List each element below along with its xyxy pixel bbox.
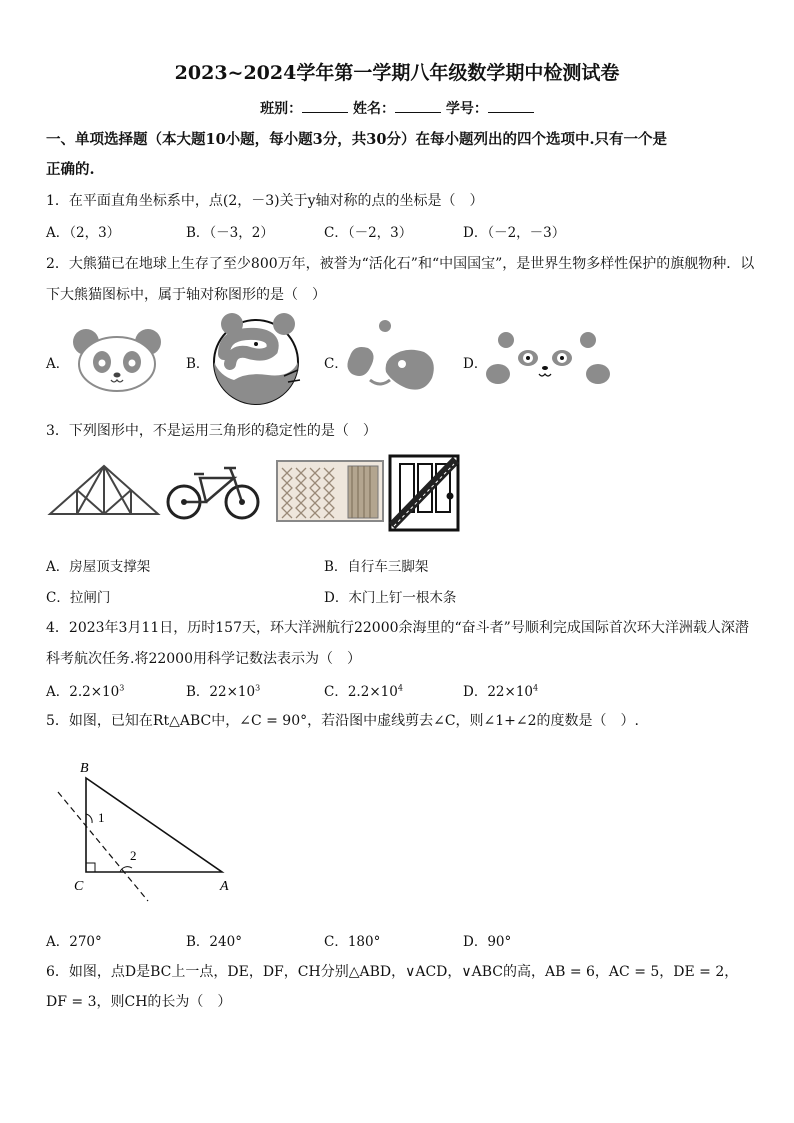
q2-text-cont: 下大熊猫图标中，属于轴对称图形的是（ ） [46, 287, 326, 303]
q1-option-d[interactable]: D．（－2，－3） [463, 225, 566, 241]
name-label: 姓名： [353, 101, 395, 117]
q5-text: 5．如图，已知在Rt△ABC中，∠C = 90°，若沿图中虚线剪去∠C，则∠1+∠2的度数是（ ）. [46, 713, 639, 729]
cut-line [58, 792, 148, 901]
class-blank[interactable] [302, 100, 348, 113]
q4-option-c[interactable] [324, 680, 403, 700]
q4-text: 4．2023年3月11日，历时157天，环大洋洲航行22000余海里的“奋斗者”号顺利完成国际首次环大洋洲载人深潜 [46, 620, 749, 636]
q4-option-a[interactable] [46, 680, 124, 700]
q5-option-b[interactable]: B．240° [186, 934, 242, 950]
label-b: B [80, 761, 89, 776]
panda-d-icon [484, 330, 614, 390]
q4-option-d[interactable] [463, 680, 538, 700]
q6-text-cont: DF = 3，则CH的长为（ ） [46, 994, 232, 1010]
q4-option-b-base: 22×10 [209, 684, 256, 700]
q3-option-b[interactable]: B．自行车三脚架 [324, 559, 429, 575]
id-label: 学号： [445, 101, 488, 117]
q1-option-b[interactable]: B．（－3，2） [186, 225, 274, 241]
panda-a-icon [72, 322, 162, 392]
angle-2-arc [120, 867, 132, 872]
q3-text: 3．下列图形中，不是运用三角形的稳定性的是（ ） [46, 423, 377, 439]
right-angle-mark [86, 863, 95, 872]
q2-label-b[interactable]: B． [186, 356, 210, 372]
q5-option-c[interactable]: C．180° [324, 934, 381, 950]
q3-option-a[interactable]: A．房屋顶支撑架 [46, 559, 151, 575]
q4-option-c-base: 2.2×10 [347, 684, 398, 700]
label-c: C [74, 879, 84, 894]
panda-c-icon [340, 318, 440, 403]
q4-option-a-base: 2.2×10 [69, 684, 120, 700]
triangle-figure [48, 756, 248, 906]
q4-option-c-label: C． [324, 684, 348, 700]
q1-text: 1．在平面直角坐标系中，点(2，－3)关于y轴对称的点的坐标是（ ） [46, 193, 484, 209]
label-a: A [220, 879, 229, 894]
q3-option-d[interactable]: D．木门上钉一根木条 [324, 590, 457, 606]
q4-option-d-base: 22×10 [487, 684, 533, 700]
label-angle-2: 2 [130, 848, 137, 863]
q4-option-b-exp: 3 [255, 683, 261, 693]
q1-option-c[interactable]: C．（－2，3） [324, 225, 413, 241]
q6-text: 6．如图，点D是BC上一点，DE，DF，CH分别△ABD，∨ACD，∨ABC的高，AB = 6，AC = 5，DE = 2， [46, 964, 739, 980]
roof-truss-icon [48, 462, 160, 517]
q4-option-a-label: A． [46, 684, 70, 700]
q2-text: 2．大熊猫已在地球上生存了至少800万年，被誉为“活化石”和“中国国宝”，是世界生物多样性保护的旗舰物种．以 [46, 256, 755, 272]
triangle-abc [86, 778, 222, 872]
id-blank[interactable] [488, 100, 534, 113]
q2-label-c[interactable]: C． [324, 356, 348, 372]
q4-option-a-exp: 3 [119, 683, 125, 693]
angle-1-arc [86, 814, 92, 823]
folding-gate-icon [276, 460, 384, 522]
q1-option-a[interactable]: A．（2，3） [46, 225, 121, 241]
q4-text-cont: 科考航次任务.将22000用科学记数法表示为（ ） [46, 651, 361, 667]
panda-b-icon [206, 312, 306, 407]
class-label: 班别： [260, 101, 303, 117]
label-angle-1: 1 [98, 810, 105, 825]
q4-option-d-exp: 4 [533, 683, 539, 693]
q4-option-b[interactable] [186, 680, 260, 700]
page-title: 2023~2024学年第一学期八年级数学期中检测试卷 [174, 62, 620, 84]
wooden-door-icon [388, 454, 460, 532]
q3-option-c[interactable]: C．拉闸门 [46, 590, 111, 606]
q5-option-d[interactable]: D．90° [463, 934, 512, 950]
section1-heading: 一、单项选择题（本大题10小题，每小题3分，共30分）在每小题列出的四个选项中.只有一个是 [46, 131, 667, 148]
q5-option-a[interactable]: A．270° [46, 934, 102, 950]
student-info [0, 98, 794, 118]
q4-option-c-exp: 4 [397, 683, 403, 693]
section1-heading-cont: 正确的. [46, 161, 95, 178]
name-blank[interactable] [395, 100, 441, 113]
q4-option-b-label: B． [186, 684, 210, 700]
bicycle-icon [164, 462, 262, 522]
q2-label-a[interactable]: A． [46, 356, 70, 372]
q4-option-d-label: D． [463, 684, 488, 700]
q2-label-d[interactable]: D． [463, 356, 488, 372]
